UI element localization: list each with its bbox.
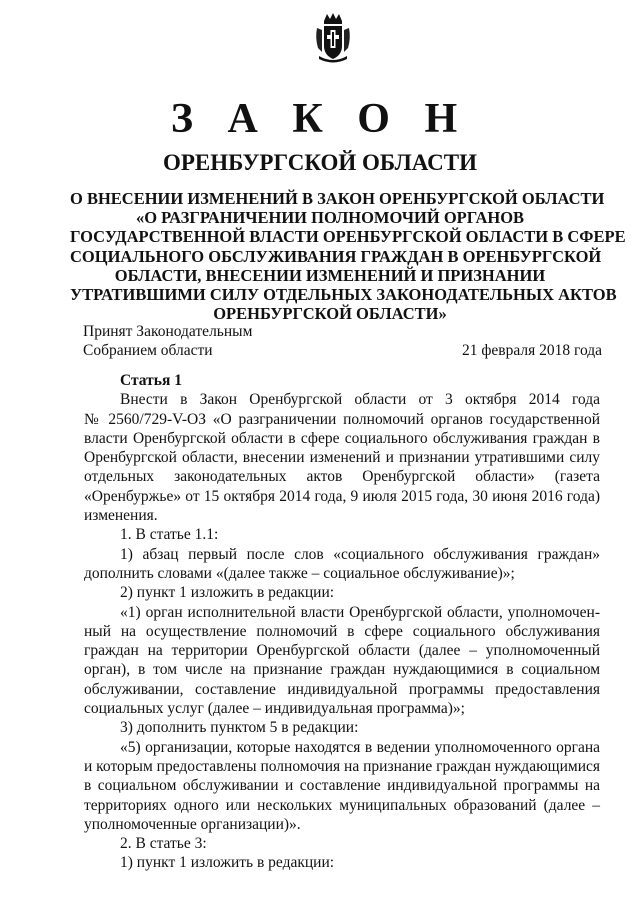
adoption-line: Принят Законодательным [83,323,253,340]
subtitle-line: УТРАТИВШИМИ СИЛУ ОТДЕЛЬНЫХ ЗАКОНОДАТЕЛЬНЫХ АКТОВ [70,285,617,305]
region-title: ОРЕНБУРГСКОЙ ОБЛАСТИ [162,150,478,175]
body-line: дополнить словами «(далее также – социальное обслуживание)»; [84,564,515,582]
body-line: № 2560/729-V-ОЗ «О разграничении полномочий органов государственной [84,410,600,428]
body-line: граждан на территории Оренбургской области (далее – уполномоченный [84,642,600,660]
body-line: изменения. [84,507,158,525]
subtitle-line: «О РАЗГРАНИЧЕНИИ ПОЛНОМОЧИЙ ОРГАНОВ [135,208,525,228]
subtitle-line: ГОСУДАРСТВЕННОЙ ВЛАСТИ ОРЕНБУРГСКОЙ ОБЛАСТИ В СФЕРЕ [70,227,626,247]
law-subtitle [70,189,626,324]
body-line: 1) абзац первый после слов «социального обслуживания граждан» [120,545,600,563]
body-line: 3) дополнить пунктом 5 в редакции: [120,719,359,737]
body-line: «1) орган исполнительной власти Оренбургской области, уполномочен- [120,603,600,621]
body-line: «5) организации, которые находятся в ведении уполномоченного органа [120,738,600,756]
body-line: социальных услуг (далее – индивидуальная программа)»; [84,700,465,718]
body-line: территориях одного или нескольких муниципальных образований (далее – [84,796,600,814]
body-line: 1. В статье 1.1: [120,526,219,544]
adoption-date: 21 февраля 2018 года [462,342,603,359]
body-line: 1) пункт 1 изложить в редакции: [120,854,335,872]
subtitle-line: О ВНЕСЕНИИ ИЗМЕНЕНИЙ В ЗАКОН ОРЕНБУРГСКОЙ ОБЛАСТИ [70,189,605,208]
body-line: Оренбургской области, внесении изменений и признании утратившими силу [84,449,600,467]
body-line: уполномоченные организации)». [84,815,301,833]
body-line: 2) пункт 1 изложить в редакции: [120,584,335,602]
body-line: власти Оренбургской области в сфере социального обслуживания граждан в [84,429,600,447]
body-line: отдельных законодательных актов Оренбургской области» (газета [84,468,600,486]
subtitle-line: ОБЛАСТИ, ВНЕСЕНИИ ИЗМЕНЕНИЙ И ПРИЗНАНИИ [114,265,546,285]
subtitle-line: ОРЕНБУРГСКОЙ ОБЛАСТИ» [213,304,447,324]
body-line: в социальном обслуживании и составление индивидуальной программы на [84,777,600,795]
coat-of-arms-emblem [313,12,353,64]
body-line: 2. В статье 3: [120,835,207,853]
adoption-line: Собранием области [83,342,213,359]
body-line: ный на осуществление полномочий в сфере социального обслуживания [84,622,600,640]
body-line: Внести в Закон Оренбургской области от 3 октября 2014 года [120,391,600,409]
article-title: Статья 1 [120,372,182,389]
adoption-info [83,322,252,360]
body-line: обслуживании, составление индивидуальной программы предоставления [84,680,600,698]
body-line: «Оренбуржье» от 15 октября 2014 года, 9 июля 2015 года, 30 июня 2016 года) [84,487,600,505]
law-body [84,371,600,873]
body-line: орган), в том числе на признание граждан нуждающимися в социальном [84,661,600,679]
law-title: З А К О Н [170,96,470,142]
body-line: и которым предоставлены полномочия на признание граждан нуждающимися [84,757,600,775]
subtitle-line: СОЦИАЛЬНОГО ОБСЛУЖИВАНИЯ ГРАЖДАН В ОРЕНБУРГСКОЙ [70,246,602,266]
